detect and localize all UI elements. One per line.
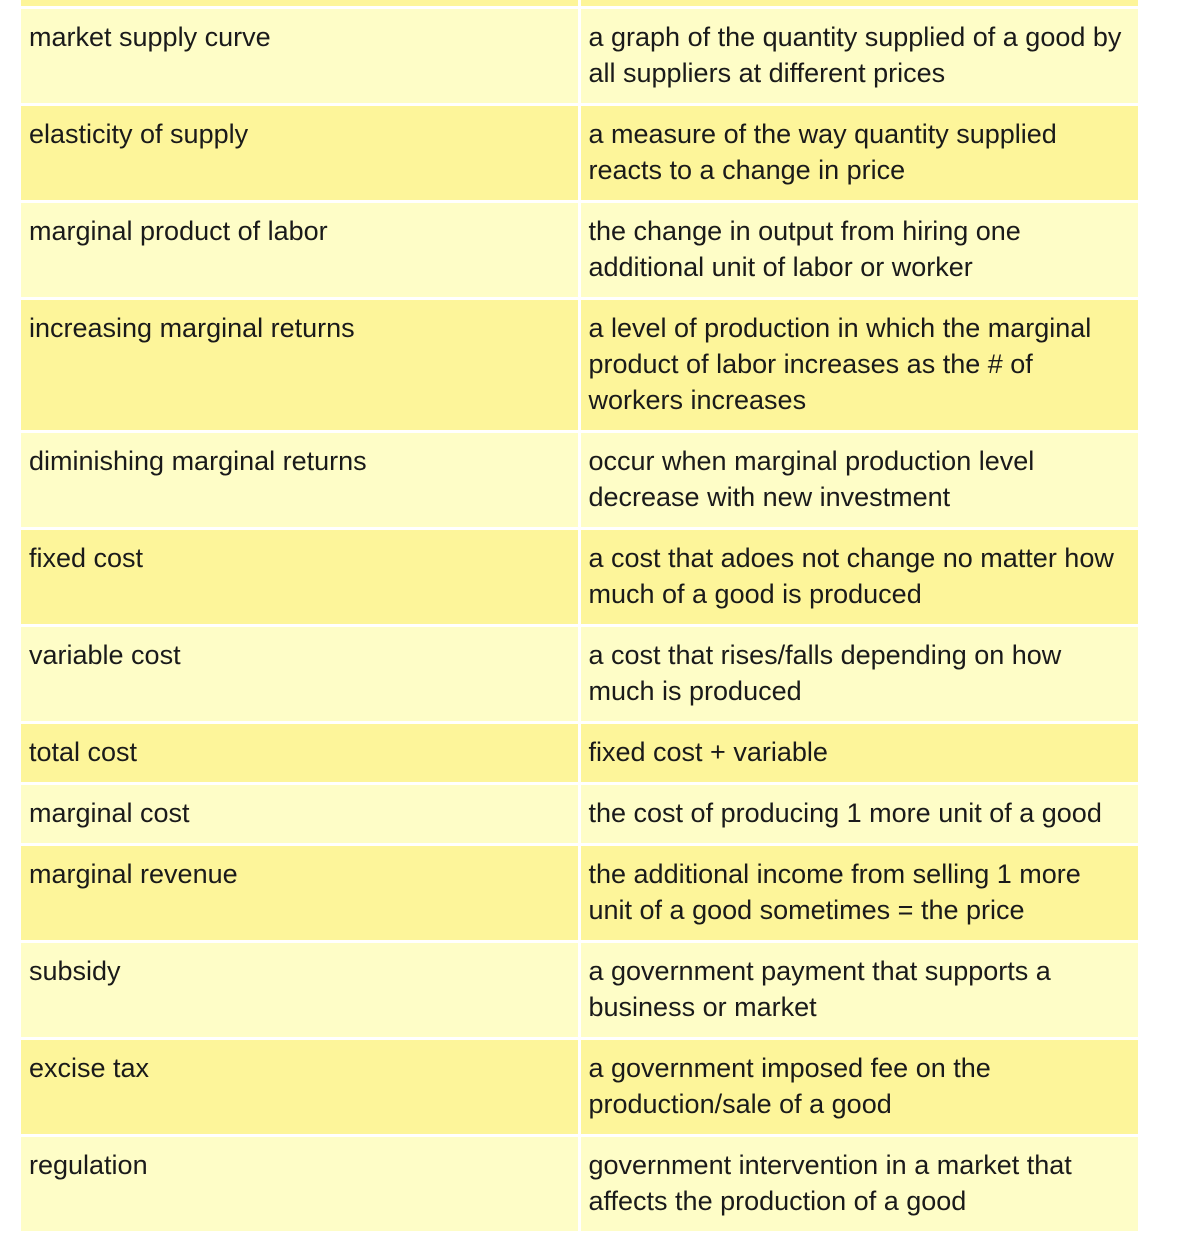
glossary-table (21, 0, 1138, 1234)
table-row (21, 1136, 1138, 1233)
definition-cell: a government imposed fee on the production/sale of a good (579, 1039, 1138, 1136)
term-cell: excise tax (21, 1039, 579, 1136)
table-row (21, 105, 1138, 202)
definition-cell: the change in output from hiring one additional unit of labor or worker (579, 202, 1138, 299)
definition-cell: a level of production in which the marginal product of labor increases as the # of workers increases (579, 299, 1138, 432)
term-cell: variable cost (21, 626, 579, 723)
table-row (21, 845, 1138, 942)
table-row (21, 626, 1138, 723)
definition-cell: a graph of the quantity supplied of a good by all suppliers at different prices (579, 8, 1138, 105)
definition-cell: a cost that adoes not change no matter how much of a good is produced (579, 529, 1138, 626)
definition-cell: a measure of the way quantity supplied reacts to a change in price (579, 105, 1138, 202)
term-cell: total cost (21, 723, 579, 784)
definition-cell (579, 0, 1138, 8)
definition-cell: fixed cost + variable (579, 723, 1138, 784)
term-cell: increasing marginal returns (21, 299, 579, 432)
term-cell: regulation (21, 1136, 579, 1233)
table-row (21, 202, 1138, 299)
table-row (21, 1039, 1138, 1136)
definition-cell: a cost that rises/falls depending on how much is produced (579, 626, 1138, 723)
term-cell (21, 0, 579, 8)
table-row (21, 299, 1138, 432)
definition-cell: a government payment that supports a business or market (579, 942, 1138, 1039)
term-cell: marginal cost (21, 784, 579, 845)
term-cell: elasticity of supply (21, 105, 579, 202)
table-row (21, 784, 1138, 845)
term-cell: marginal product of labor (21, 202, 579, 299)
table-row (21, 723, 1138, 784)
term-cell: market supply curve (21, 8, 579, 105)
term-cell: diminishing marginal returns (21, 432, 579, 529)
definition-cell: the cost of producing 1 more unit of a good (579, 784, 1138, 845)
table-row (21, 432, 1138, 529)
table-row-partial (21, 0, 1138, 8)
term-cell: subsidy (21, 942, 579, 1039)
definition-cell: occur when marginal production level decrease with new investment (579, 432, 1138, 529)
table-row (21, 942, 1138, 1039)
definition-cell: the additional income from selling 1 more unit of a good sometimes = the price (579, 845, 1138, 942)
table-row (21, 529, 1138, 626)
table-row (21, 8, 1138, 105)
term-cell: marginal revenue (21, 845, 579, 942)
glossary-body (21, 0, 1138, 1233)
definition-cell: government intervention in a market that affects the production of a good (579, 1136, 1138, 1233)
term-cell: fixed cost (21, 529, 579, 626)
